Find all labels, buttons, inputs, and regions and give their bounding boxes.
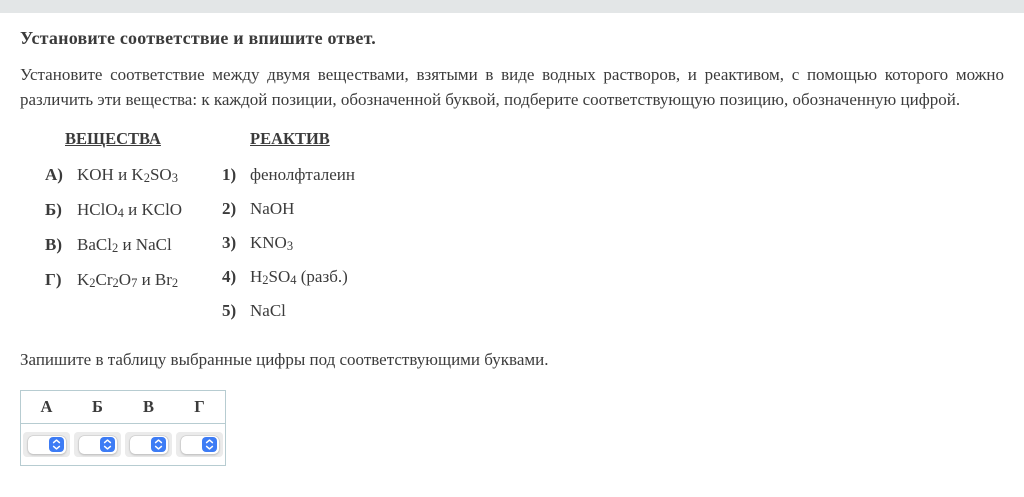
substances-column — [45, 129, 222, 335]
substance-row-label: В) — [45, 235, 62, 254]
reagent-row-label: 5) — [222, 301, 237, 320]
reagent-row-formula: $KNO_3$ — [250, 233, 294, 254]
answer-cell-g — [174, 424, 226, 466]
answer-cell-a — [21, 424, 73, 466]
top-bar — [0, 0, 1024, 13]
substances-list — [45, 165, 222, 291]
substance-row — [45, 270, 222, 291]
stepper-arrows-icon[interactable] — [151, 437, 166, 452]
page-title: Установите соответствие и впишите ответ. — [20, 28, 376, 48]
reagents-column — [222, 129, 355, 335]
answer-header-b: Б — [72, 391, 123, 424]
substance-row-formula: KOH и $K_2SO_3$ — [77, 165, 178, 186]
reagent-row-label: 3) — [222, 233, 237, 252]
reagents-header: РЕАКТИВ — [250, 129, 330, 148]
answer-spinner-a[interactable] — [23, 432, 70, 457]
stepper-arrows-icon[interactable] — [202, 437, 217, 452]
answer-spinner-v[interactable] — [125, 432, 172, 457]
reagent-row-formula: NaOH — [250, 199, 295, 218]
reagents-list — [222, 165, 355, 322]
stepper-arrows-icon[interactable] — [49, 437, 64, 452]
answer-cell-v — [123, 424, 174, 466]
substance-row — [45, 165, 222, 186]
answer-header-g: Г — [174, 391, 226, 424]
reagent-row — [222, 199, 355, 220]
reagent-row — [222, 165, 355, 186]
reagent-row — [222, 233, 355, 254]
substance-row-formula: BaCl$_2$ и NaCl — [77, 235, 172, 256]
substance-row-label: А) — [45, 165, 63, 184]
substance-row-label: Б) — [45, 200, 62, 219]
answer-cell-b — [72, 424, 123, 466]
answer-spinner-b[interactable] — [74, 432, 121, 457]
answer-header-a: А — [21, 391, 73, 424]
matching-section — [45, 129, 1004, 335]
substance-row-label: Г) — [45, 270, 62, 289]
question-page — [0, 28, 1024, 466]
substances-header: ВЕЩЕСТВА — [65, 129, 161, 148]
answer-table-header-row — [21, 391, 226, 424]
write-note-text: Запишите в таблицу выбранные цифры под соответствующими буквами. — [20, 350, 549, 369]
reagent-row-formula: NaCl — [250, 301, 286, 320]
substance-row — [45, 235, 222, 256]
substance-row-formula: $K_2Cr_2O_7$ и $Br_2$ — [77, 270, 179, 291]
reagent-row — [222, 301, 355, 322]
answer-header-v: В — [123, 391, 174, 424]
reagent-row-formula: фенолфталеин — [250, 165, 355, 184]
substance-row — [45, 200, 222, 221]
reagent-row-label: 4) — [222, 267, 237, 286]
reagent-row-label: 1) — [222, 165, 237, 184]
stepper-arrows-icon[interactable] — [100, 437, 115, 452]
answer-spinner-g[interactable] — [176, 432, 223, 457]
reagent-row — [222, 267, 355, 288]
instruction-text: Установите соответствие между двумя веществами, взятыми в виде водных растворов, и реактивом, с помощью которого можно различить эти вещества: к каждой позиции, обозначенной буквой, подберите соответствующую позицию, обозначенную цифрой. — [20, 65, 1004, 109]
reagent-row-formula: $H_2SO_4$ (разб.) — [250, 267, 348, 288]
answer-table-input-row — [21, 424, 226, 466]
substance-row-formula: HClO$_4$ и KClO — [77, 200, 183, 221]
reagent-row-label: 2) — [222, 199, 237, 218]
answer-table — [20, 390, 226, 466]
